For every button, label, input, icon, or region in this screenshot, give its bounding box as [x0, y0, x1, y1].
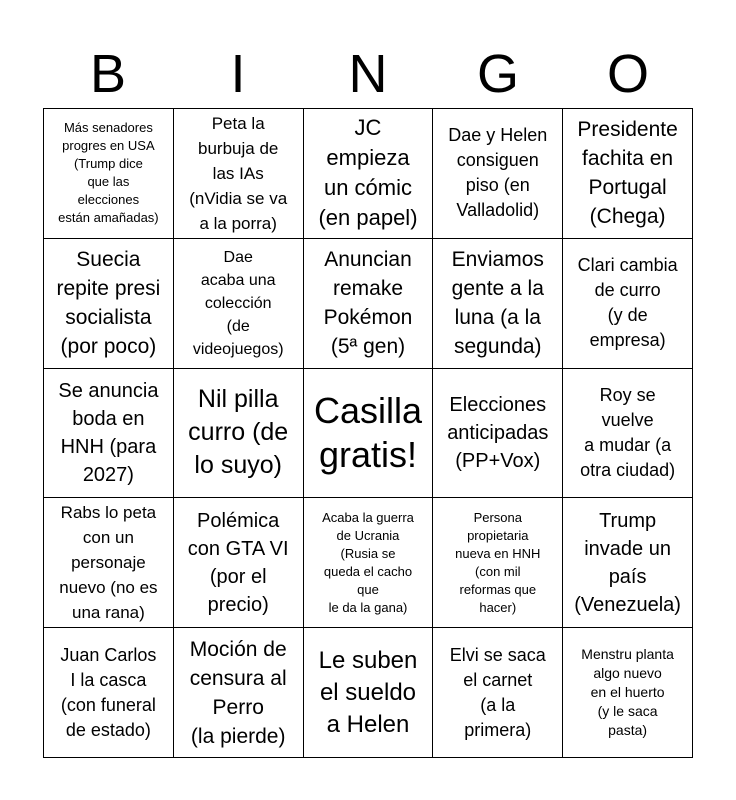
cell-text: Se anuncia boda en HNH (para 2027) — [58, 379, 159, 486]
cell-text: Le suben el sueldo a Helen — [318, 646, 418, 738]
bingo-cell[interactable] — [433, 628, 563, 758]
bingo-cell[interactable] — [44, 239, 174, 369]
bingo-grid — [43, 108, 693, 758]
cell-text: JC empieza un cómic (en papel) — [318, 115, 418, 231]
cell-text: Roy se vuelve a mudar (a otra ciudad) — [580, 384, 676, 480]
bingo-cell[interactable] — [304, 239, 434, 369]
free-space-text: Casilla gratis! — [313, 389, 423, 475]
cell-text: Nil pilla curro (de lo suyo) — [188, 385, 289, 480]
cell-text: Trump invade un país (Venezuela) — [574, 509, 681, 616]
bingo-cell[interactable] — [563, 109, 693, 239]
cell-text: Polémica con GTA VI (por el precio) — [187, 509, 289, 616]
bingo-cell[interactable] — [563, 628, 693, 758]
bingo-cell[interactable] — [174, 239, 304, 369]
cell-text: Elvi se saca el carnet (a la primera) — [449, 644, 546, 740]
cell-text: Rabs lo peta con un personaje nuevo (no es una rana) — [59, 503, 158, 623]
bingo-cell[interactable] — [174, 369, 304, 499]
cell-text: Elecciones anticipadas (PP+Vox) — [447, 393, 549, 472]
header-letter-b: B — [89, 44, 127, 104]
cell-text: Enviamos gente a la luna (a la segunda) — [451, 248, 544, 359]
bingo-cell[interactable] — [563, 498, 693, 628]
header-letter-i: I — [230, 44, 246, 104]
cell-text: Dae acaba una colección (de videojuegos) — [192, 248, 284, 358]
cell-text: Presidente fachita en Portugal (Chega) — [577, 118, 678, 229]
bingo-cell[interactable] — [433, 109, 563, 239]
header-letter-g: G — [476, 44, 519, 104]
cell-text: Moción de censura al Perro (la pierde) — [189, 637, 287, 748]
cell-text: Dae y Helen consiguen piso (en Valladolid) — [448, 125, 548, 221]
bingo-cell[interactable] — [563, 239, 693, 369]
cell-text: Suecia repite presi socialista (por poco) — [56, 248, 161, 359]
bingo-cell[interactable] — [304, 498, 434, 628]
cell-text: Persona propietaria nueva en HNH (con mil reformas que hacer) — [455, 509, 541, 615]
bingo-cell[interactable] — [433, 369, 563, 499]
bingo-cell[interactable] — [304, 628, 434, 758]
bingo-cell[interactable] — [44, 498, 174, 628]
cell-text: Acaba la guerra de Ucrania (Rusia se queda el cacho que le da la gana) — [322, 509, 414, 615]
bingo-cell[interactable] — [433, 239, 563, 369]
bingo-cell[interactable] — [563, 369, 693, 499]
bingo-cell[interactable] — [174, 109, 304, 239]
cell-text: Anuncian remake Pokémon (5ª gen) — [323, 248, 413, 359]
header-letter-n: N — [348, 44, 388, 104]
bingo-cell[interactable] — [44, 369, 174, 499]
bingo-cell[interactable] — [44, 109, 174, 239]
cell-text: Más senadores progres en USA (Trump dice que las elecciones están amañadas) — [58, 120, 159, 226]
bingo-header — [43, 40, 693, 108]
free-space-cell[interactable] — [304, 369, 434, 499]
cell-text: Juan Carlos I la casca (con funeral de estado) — [60, 644, 157, 740]
bingo-cell[interactable] — [44, 628, 174, 758]
bingo-cell[interactable] — [174, 498, 304, 628]
cell-text: Clari cambia de curro (y de empresa) — [577, 255, 678, 351]
cell-text: Peta la burbuja de las IAs (nVidia se va a la porra) — [189, 113, 288, 233]
bingo-cell[interactable] — [433, 498, 563, 628]
header-letter-o: O — [606, 44, 649, 104]
bingo-cell[interactable] — [304, 109, 434, 239]
bingo-cell[interactable] — [174, 628, 304, 758]
cell-text: Menstru planta algo nuevo en el huerto (y le saca pasta) — [581, 646, 674, 739]
